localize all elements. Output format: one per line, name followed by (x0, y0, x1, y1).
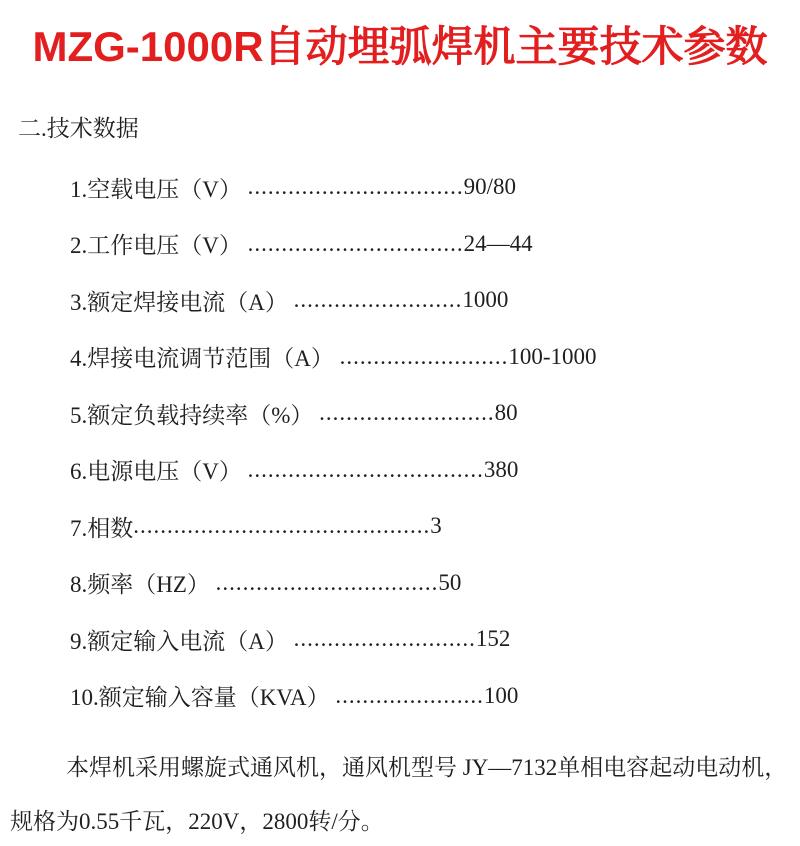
spec-label: 9.额定输入电流（A） (70, 628, 294, 654)
page-title: MZG-1000R自动埋弧焊机主要技术参数 (32, 23, 768, 70)
spec-value: 100-1000 (508, 343, 597, 369)
spec-value: 3 (430, 513, 442, 539)
dot-leader: ...................... (335, 682, 484, 708)
spec-value: 152 (475, 626, 511, 652)
spec-value: 380 (483, 456, 519, 482)
footer-paragraph: 本焊机采用螺旋式通风机，通风机型号 JY—7132单相电容起动电动机，规格为0.55千瓦，220V，2800转/分。 (10, 755, 788, 834)
spec-row (70, 272, 800, 329)
dot-leader: ................................... (247, 456, 484, 482)
dot-leader: ................................ (247, 174, 464, 200)
section-heading: 二.技术数据 (18, 116, 139, 141)
spec-label: 10.额定输入容量（KVA） (70, 685, 336, 711)
spec-label: 7.相数 (70, 515, 134, 541)
dot-leader: ......................... (293, 287, 463, 313)
dot-leader: ........................... (293, 626, 476, 652)
spec-label: 3.额定焊接电流（A） (70, 289, 294, 315)
dot-leader: ................................. (215, 569, 439, 595)
spec-row (70, 216, 800, 273)
spec-row (70, 555, 800, 612)
spec-row (70, 611, 800, 668)
spec-label: 8.频率（HZ） (70, 572, 216, 598)
spec-label: 6.电源电压（V） (70, 459, 248, 485)
spec-row (70, 442, 800, 499)
dot-leader: ................................ (247, 230, 464, 256)
spec-value: 100 (483, 682, 519, 708)
spec-label: 5.额定负载持续率（%） (70, 402, 320, 428)
spec-value: 90/80 (463, 174, 517, 200)
spec-label: 1.空载电压（V） (70, 176, 248, 202)
spec-row (70, 668, 800, 725)
spec-value: 50 (438, 569, 462, 595)
spec-value: 1000 (462, 287, 509, 313)
spec-value: 24—44 (463, 230, 533, 256)
dot-leader: .......................... (319, 400, 495, 426)
spec-row (70, 159, 800, 216)
spec-list (70, 159, 800, 724)
spec-label: 4.焊接电流调节范围（A） (70, 346, 340, 372)
spec-row (70, 329, 800, 386)
spec-row (70, 498, 800, 555)
dot-leader: ......................... (339, 343, 509, 369)
spec-row (70, 385, 800, 442)
dot-leader: ............................................ (133, 513, 431, 539)
spec-value: 80 (494, 400, 518, 426)
spec-label: 2.工作电压（V） (70, 233, 248, 259)
